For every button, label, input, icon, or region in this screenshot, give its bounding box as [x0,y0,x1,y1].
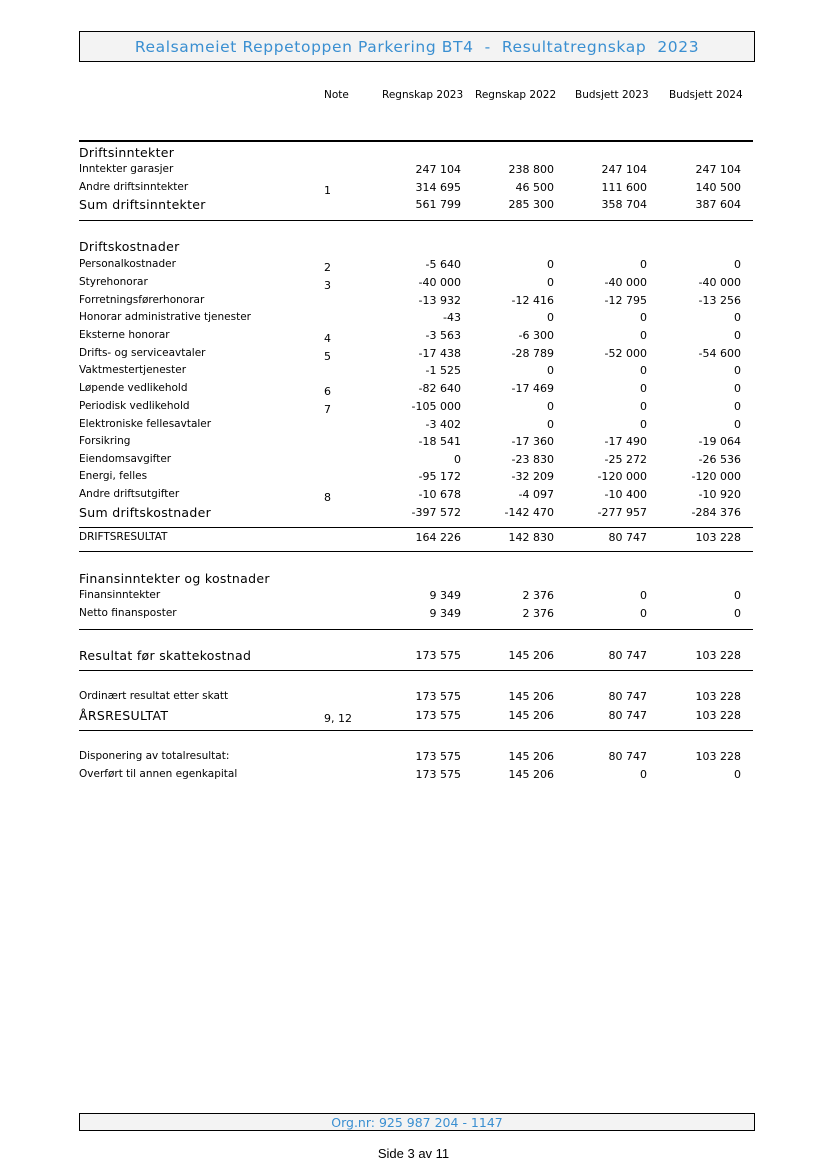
row-value-col1: -18 541 [418,435,461,448]
divider-after-driftsresultat [79,551,753,552]
row-value-col1: 173 575 [415,750,461,763]
row-value-col3: 111 600 [601,181,647,194]
column-header-note: Note [324,89,349,101]
row-value-col2: 238 800 [508,163,554,176]
row-value-col3: 0 [640,400,647,413]
row-value-col3: -277 957 [597,506,647,519]
row-value-col4: -54 600 [698,347,741,360]
row-note: 8 [324,491,331,504]
row-value-col3: -10 400 [604,488,647,501]
row-value-col4: 0 [734,400,741,413]
row-label: Vaktmestertjenester [79,364,187,376]
row-note: 4 [324,332,331,345]
row-value-col2: -17 360 [511,435,554,448]
row-label: Andre driftsutgifter [79,488,180,500]
row-value-col2: -28 789 [511,347,554,360]
row-label: Eksterne honorar [79,329,170,341]
section-heading-finans: Finansinntekter og kostnader [79,571,270,586]
row-value-col4: 247 104 [695,163,741,176]
row-value-col3: 0 [640,382,647,395]
row-value-col3: 0 [640,329,647,342]
row-value-col1: 173 575 [415,649,461,662]
row-value-col1: 9 349 [429,589,461,602]
section-heading-driftskostnader: Driftskostnader [79,239,180,254]
report-title: Realsameiet Reppetoppen Parkering BT4 - Resultatregnskap 2023 [134,37,700,56]
row-note: 7 [324,403,331,416]
row-value-col1: -1 525 [425,364,461,377]
divider-after-arsresultat [79,730,753,731]
row-value-col4: -40 000 [698,276,741,289]
row-value-col1: 164 226 [415,531,461,544]
row-note: 9, 12 [324,712,352,725]
row-value-col1: 173 575 [415,690,461,703]
row-value-col4: -10 920 [698,488,741,501]
row-value-col2: 145 206 [508,709,554,722]
row-value-col2: -4 097 [518,488,554,501]
row-label: Forretningsførerhonorar [79,294,205,306]
row-value-col1: 9 349 [429,607,461,620]
row-label: Inntekter garasjer [79,163,174,175]
row-value-col2: -142 470 [504,506,554,519]
row-value-col2: 2 376 [522,607,554,620]
row-value-col1: -82 640 [418,382,461,395]
row-value-col2: 2 376 [522,589,554,602]
row-value-col2: 0 [547,400,554,413]
row-label: Finansinntekter [79,589,161,601]
row-value-col4: -284 376 [691,506,741,519]
row-value-col1: -3 563 [425,329,461,342]
row-value-col2: 0 [547,311,554,324]
row-value-col4: 103 228 [695,649,741,662]
divider-after-resultat-for-skatt [79,670,753,671]
row-value-col4: 387 604 [695,198,741,211]
row-value-col2: 0 [547,418,554,431]
row-label: Periodisk vedlikehold [79,400,190,412]
row-value-col2: -12 416 [511,294,554,307]
row-label: ÅRSRESULTAT [79,708,169,723]
divider-after-sum-kostnader [79,527,753,528]
row-value-col4: -120 000 [691,470,741,483]
row-label: Styrehonorar [79,276,148,288]
row-value-col2: 0 [547,364,554,377]
row-value-col3: 0 [640,364,647,377]
row-value-col4: 0 [734,258,741,271]
row-label: Ordinært resultat etter skatt [79,690,229,702]
row-value-col2: 145 206 [508,768,554,781]
row-value-col3: 0 [640,418,647,431]
row-value-col1: 173 575 [415,768,461,781]
row-value-col2: -32 209 [511,470,554,483]
row-label: Sum driftsinntekter [79,197,206,212]
row-note: 5 [324,350,331,363]
footer-box [79,1113,755,1131]
row-value-col3: 80 747 [608,531,647,544]
row-value-col1: -17 438 [418,347,461,360]
row-value-col4: 103 228 [695,531,741,544]
column-header-regnskap-2023: Regnskap 2023 [382,89,464,101]
header-divider [79,140,753,142]
row-value-col1: -13 932 [418,294,461,307]
row-value-col4: 0 [734,589,741,602]
row-value-col3: 0 [640,311,647,324]
row-value-col3: 80 747 [608,649,647,662]
row-value-col2: 285 300 [508,198,554,211]
row-value-col1: -3 402 [425,418,461,431]
row-label: Resultat før skattekostnad [79,648,252,663]
row-value-col4: 0 [734,382,741,395]
row-value-col1: -10 678 [418,488,461,501]
row-value-col1: -397 572 [411,506,461,519]
row-value-col2: 145 206 [508,690,554,703]
row-value-col3: 358 704 [601,198,647,211]
row-value-col4: 103 228 [695,709,741,722]
row-value-col3: 80 747 [608,750,647,763]
row-value-col4: -26 536 [698,453,741,466]
row-value-col2: 0 [547,258,554,271]
row-value-col2: 0 [547,276,554,289]
row-value-col4: 0 [734,311,741,324]
row-label: Energi, felles [79,470,148,482]
row-label: Sum driftskostnader [79,505,212,520]
column-header-budsjett-2023: Budsjett 2023 [575,89,649,101]
row-note: 6 [324,385,331,398]
row-value-col3: -120 000 [597,470,647,483]
row-value-col3: -40 000 [604,276,647,289]
row-value-col3: 0 [640,607,647,620]
row-label: Overført til annen egenkapital [79,768,238,780]
row-value-col4: -13 256 [698,294,741,307]
row-note: 1 [324,184,331,197]
row-value-col3: -12 795 [604,294,647,307]
row-value-col2: 46 500 [515,181,554,194]
row-value-col3: -52 000 [604,347,647,360]
row-value-col1: -105 000 [411,400,461,413]
row-label: DRIFTSRESULTAT [79,531,168,543]
row-label: Elektroniske fellesavtaler [79,418,212,430]
row-value-col1: -95 172 [418,470,461,483]
row-value-col3: 80 747 [608,690,647,703]
row-value-col2: 142 830 [508,531,554,544]
row-value-col1: 561 799 [415,198,461,211]
row-value-col2: -17 469 [511,382,554,395]
row-value-col1: -43 [443,311,461,324]
org-number: Org.nr: 925 987 204 - 1147 [331,1114,503,1130]
row-value-col1: -5 640 [425,258,461,271]
row-value-col2: -23 830 [511,453,554,466]
column-header-regnskap-2022: Regnskap 2022 [475,89,557,101]
row-label: Eiendomsavgifter [79,453,172,465]
divider-after-sum-inntekter [79,220,753,221]
row-value-col3: 0 [640,768,647,781]
row-value-col1: 173 575 [415,709,461,722]
row-note: 3 [324,279,331,292]
row-label: Forsikring [79,435,131,447]
row-value-col4: 0 [734,607,741,620]
row-value-col4: 0 [734,329,741,342]
section-heading-driftsinntekter: Driftsinntekter [79,145,175,160]
divider-after-finans [79,629,753,630]
row-label: Drifts- og serviceavtaler [79,347,206,359]
row-value-col2: 145 206 [508,750,554,763]
row-value-col4: 0 [734,364,741,377]
row-label: Netto finansposter [79,607,177,619]
row-value-col4: 0 [734,418,741,431]
row-label: Løpende vedlikehold [79,382,188,394]
row-value-col1: -40 000 [418,276,461,289]
row-value-col4: 140 500 [695,181,741,194]
row-value-col3: 80 747 [608,709,647,722]
row-value-col1: 0 [454,453,461,466]
row-value-col4: 0 [734,768,741,781]
row-note: 2 [324,261,331,274]
row-value-col2: -6 300 [518,329,554,342]
row-value-col3: -17 490 [604,435,647,448]
column-header-budsjett-2024: Budsjett 2024 [669,89,743,101]
row-value-col3: 247 104 [601,163,647,176]
report-title-box [79,31,755,62]
row-value-col2: 145 206 [508,649,554,662]
row-value-col4: 103 228 [695,690,741,703]
page-number: Side 3 av 11 [377,1146,450,1161]
row-value-col3: 0 [640,258,647,271]
row-label: Honorar administrative tjenester [79,311,251,323]
row-label: Personalkostnader [79,258,176,270]
row-value-col3: 0 [640,589,647,602]
row-label: Disponering av totalresultat: [79,750,230,762]
row-value-col1: 247 104 [415,163,461,176]
row-label: Andre driftsinntekter [79,181,189,193]
row-value-col3: -25 272 [604,453,647,466]
row-value-col1: 314 695 [415,181,461,194]
row-value-col4: -19 064 [698,435,741,448]
row-value-col4: 103 228 [695,750,741,763]
